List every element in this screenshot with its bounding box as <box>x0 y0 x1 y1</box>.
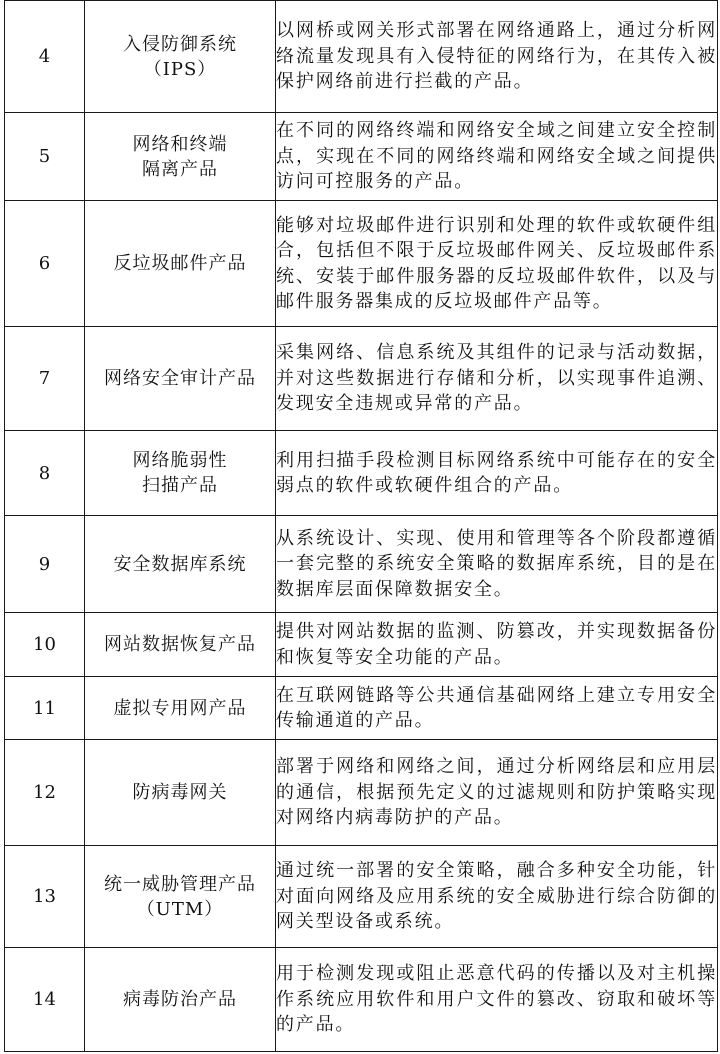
product-name-cell <box>85 327 276 431</box>
row-number: 7 <box>5 327 85 431</box>
row-number: 8 <box>5 431 85 516</box>
table-row <box>5 113 718 201</box>
product-description: 用于检测发现或阻止恶意代码的传播以及对主机操作系统应用软件和用户文件的篡改、窃取和破坏等的产品。 <box>276 948 718 1052</box>
product-name-cell <box>85 113 276 201</box>
product-name-line: 扫描产品 <box>142 475 218 496</box>
product-description: 能够对垃圾邮件进行识别和处理的软件或软硬件组合，包括但不限于反垃圾邮件网关、反垃圾邮件系统、安装于邮件服务器的反垃圾邮件软件，以及与邮件服务器集成的反垃圾邮件产品等。 <box>276 201 718 327</box>
product-description: 利用扫描手段检测目标网络系统中可能存在的安全弱点的软件或软硬件组合的产品。 <box>276 431 718 516</box>
product-name-line: 网络和终端 <box>132 133 228 155</box>
row-number: 11 <box>5 677 85 740</box>
product-description: 在互联网链路等公共通信基础网络上建立专用安全传输通道的产品。 <box>276 677 718 740</box>
product-name-cell <box>85 677 276 740</box>
table-row <box>5 948 718 1052</box>
table-row <box>5 516 718 613</box>
table-row <box>5 740 718 846</box>
row-number: 5 <box>5 113 85 201</box>
product-description: 部署于网络和网络之间，通过分析网络层和应用层的通信，根据预先定义的过滤规则和防护策略实现对网络内病毒防护的产品。 <box>276 740 718 846</box>
product-name-cell <box>85 201 276 327</box>
product-name-line: 网站数据恢复产品 <box>104 634 256 655</box>
product-name-cell <box>85 613 276 677</box>
row-number: 6 <box>5 201 85 327</box>
table-row <box>5 327 718 431</box>
product-name-line: 入侵防御系统 <box>123 33 237 55</box>
product-description: 在不同的网络终端和网络安全域之间建立安全控制点，实现在不同的网络终端和网络安全域之间提供访问可控服务的产品。 <box>276 113 718 201</box>
product-table <box>4 0 718 1052</box>
product-name-line: 隔离产品 <box>142 158 218 180</box>
product-name-line: 网络脆弱性 <box>132 450 228 471</box>
product-description: 从系统设计、实现、使用和管理等各个阶段都遵循一套完整的系统安全策略的数据库系统，目的是在数据库层面保障数据安全。 <box>276 516 718 613</box>
product-description: 提供对网站数据的监测、防篡改，并实现数据备份和恢复等安全功能的产品。 <box>276 613 718 677</box>
row-number: 13 <box>5 846 85 948</box>
table-row <box>5 677 718 740</box>
product-description: 采集网络、信息系统及其组件的记录与活动数据，并对这些数据进行存储和分析，以实现事件追溯、发现安全违规或异常的产品。 <box>276 327 718 431</box>
product-description: 以网桥或网关形式部署在网络通路上，通过分析网络流量发现具有入侵特征的网络行为，在其传入被保护网络前进行拦截的产品。 <box>276 1 718 113</box>
product-name-line: 网络安全审计产品 <box>104 368 256 389</box>
product-name-cell <box>85 740 276 846</box>
table-row <box>5 1 718 113</box>
product-name-line: 反垃圾邮件产品 <box>113 253 247 274</box>
product-description: 通过统一部署的安全策略，融合多种安全功能，针对面向网络及应用系统的安全威胁进行综合防御的网关型设备或系统。 <box>276 846 718 948</box>
product-name-line: （IPS） <box>143 58 217 80</box>
product-name-cell <box>85 1 276 113</box>
product-name-line: 防病毒网关 <box>132 782 228 803</box>
row-number: 10 <box>5 613 85 677</box>
product-name-cell <box>85 431 276 516</box>
row-number: 12 <box>5 740 85 846</box>
product-name-line: 安全数据库系统 <box>113 553 247 575</box>
product-name-line: 病毒防治产品 <box>123 989 237 1010</box>
product-name-cell <box>85 948 276 1052</box>
product-name-cell <box>85 516 276 613</box>
table-row <box>5 431 718 516</box>
table-row <box>5 201 718 327</box>
table-row <box>5 846 718 948</box>
row-number: 4 <box>5 1 85 113</box>
product-name-line: （UTM） <box>136 898 224 920</box>
product-name-line: 虚拟专用网产品 <box>113 697 247 719</box>
row-number: 9 <box>5 516 85 613</box>
product-name-line: 统一威胁管理产品 <box>104 873 256 895</box>
table-row <box>5 613 718 677</box>
product-name-cell <box>85 846 276 948</box>
row-number: 14 <box>5 948 85 1052</box>
